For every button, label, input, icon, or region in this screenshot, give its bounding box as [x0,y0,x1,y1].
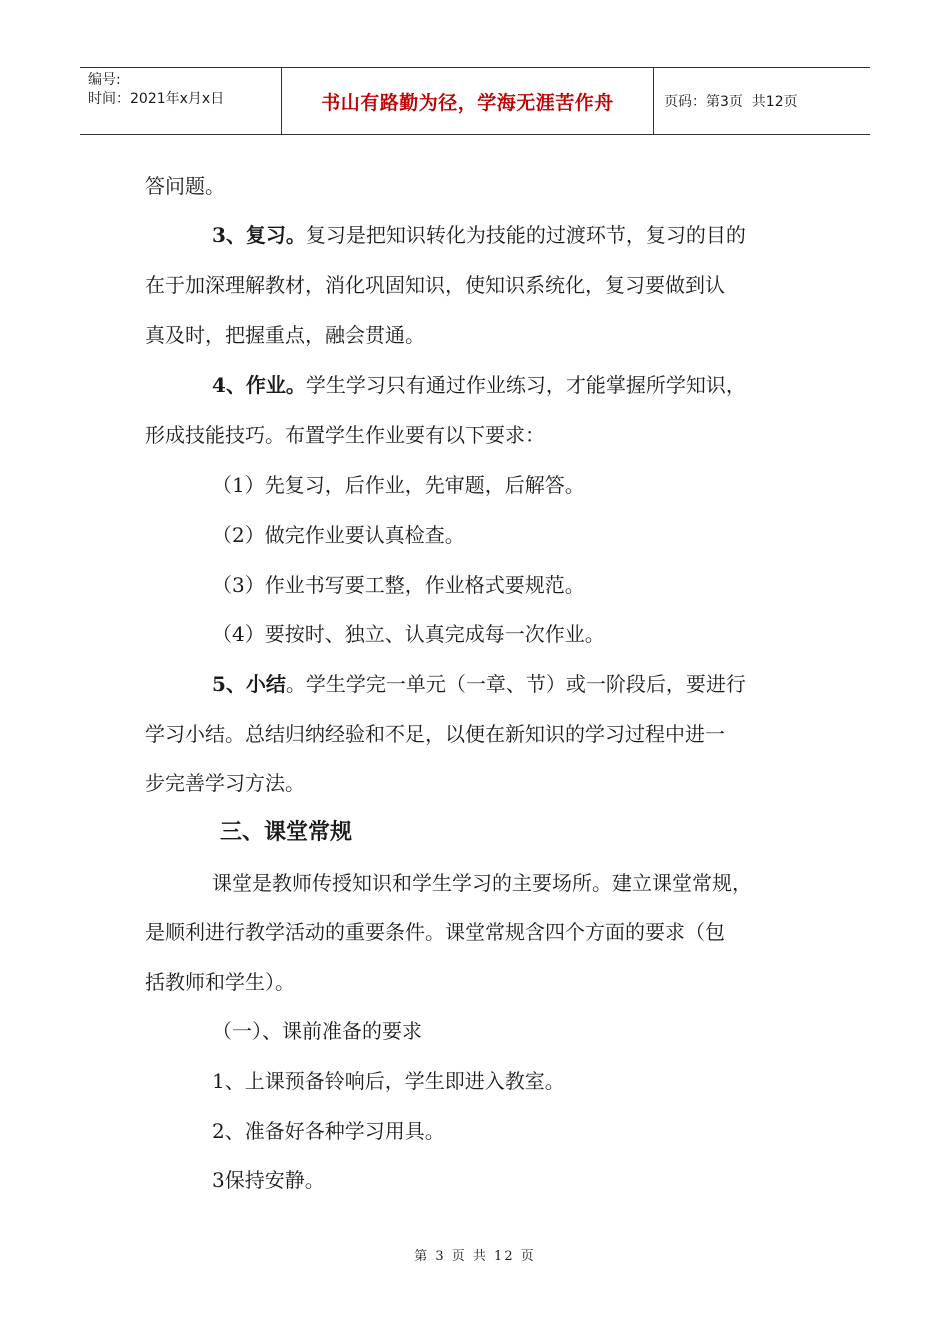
intro-line-1: 课堂是教师传授知识和学生学习的主要场所。建立课堂常规， [212,871,752,895]
requirement-2: （2）做完作业要认真检查。 [212,523,465,547]
intro-line-3: 括教师和学生）。 [145,970,295,994]
section-5-text: 。学生学完一单元（一章、节）或一阶段后，要进行 [285,672,746,696]
list-item-1: 1、上课预备铃响后，学生即进入教室。 [212,1069,565,1093]
section-3-line-2: 在于加深理解教材，消化巩固知识，使知识系统化，复习要做到认 [145,273,725,297]
section-4-line-1 [212,371,746,399]
section-3-heading: 3、复习。 [212,223,306,247]
section-title: 三、课堂常规 [220,819,353,845]
motto: 书山有路勤为径，学海无涯苦作舟 [321,91,614,114]
subsection-title: （一）、课前准备的要求 [212,1019,422,1043]
section-4-line-2: 形成技能技巧。布置学生作业要有以下要求： [145,423,545,447]
requirement-4: （4）要按时、独立、认真完成每一次作业。 [212,622,605,646]
date-label: 时间：2021年x月x日 [88,91,225,107]
footer-page-number: 第 3 页 共 12 页 [414,1249,536,1264]
requirement-1: （1）先复习，后作业，先审题，后解答。 [212,473,585,497]
section-3-line-1 [212,221,746,249]
header-motto-cell [282,68,654,134]
section-5-line-2: 学习小结。总结归纳经验和不足，以便在新知识的学习过程中进一 [145,722,725,746]
page-footer [0,1245,950,1264]
page-label: 页码：第3页 共12页 [664,94,798,110]
section-4-heading: 4、作业。 [212,373,306,397]
section-4-text: 学生学习只有通过作业练习，才能掌握所学知识， [305,373,746,397]
intro-line-2: 是顺利进行教学活动的重要条件。课堂常规含四个方面的要求（包 [145,920,725,944]
list-item-3: 3保持安静。 [212,1168,325,1192]
page-header [80,67,870,135]
serial-label: 编号: [88,72,121,88]
list-item-2: 2、准备好各种学习用具。 [212,1119,445,1143]
section-5-line-1 [212,670,746,698]
section-3-line-3: 真及时，把握重点，融会贯通。 [145,323,425,347]
paragraph-line: 答问题。 [145,174,225,198]
section-5-heading: 5、小结 [212,672,286,696]
header-page-cell [654,68,870,134]
section-3-text: 复习是把知识转化为技能的过渡环节，复习的目的 [305,223,746,247]
header-info-cell [80,68,282,134]
section-5-line-3: 步完善学习方法。 [145,771,305,795]
requirement-3: （3）作业书写要工整，作业格式要规范。 [212,573,585,597]
